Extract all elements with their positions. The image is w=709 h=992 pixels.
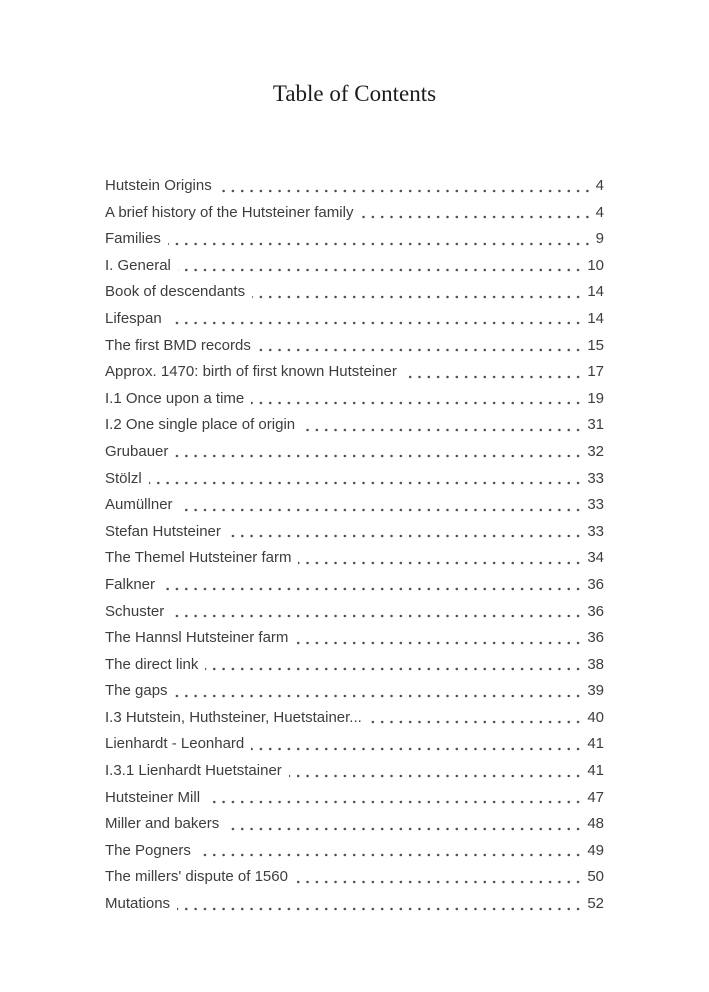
toc-entry-label: Lienhardt - Leonhard [105,731,251,758]
toc-entry-row[interactable] [105,599,604,626]
toc-entry-label: I.3.1 Lienhardt Huetstainer [105,758,289,785]
toc-entry-label: The Pogners [105,838,198,865]
toc-entry-page-number: 4 [592,200,604,227]
toc-entry-label: I. General [105,253,178,280]
page-title: Table of Contents [272,81,437,106]
toc-entry-page-number: 33 [583,519,604,546]
toc-entry-row[interactable] [105,811,604,838]
toc-entry-page-number: 36 [583,625,604,652]
toc-entry-row[interactable] [105,333,604,360]
toc-entry-label: Approx. 1470: birth of first known Hutsteiner [105,359,404,386]
toc-entry-label: The gaps [105,678,175,705]
toc-entry-page-number: 17 [583,359,604,386]
toc-entry-row[interactable] [105,705,604,732]
toc-entry-label: The Themel Hutsteiner farm [105,545,298,572]
toc-entry-row[interactable] [105,625,604,652]
toc-entry-label: Stefan Hutsteiner [105,519,228,546]
toc-entry-page-number: 15 [583,333,604,360]
toc-entry-label: Lifespan [105,306,169,333]
toc-entry-page-number: 41 [583,731,604,758]
toc-entry-row[interactable] [105,785,604,812]
toc-entry-label: The direct link [105,652,205,679]
toc-entry-page-number: 47 [583,785,604,812]
toc-entry-label: A brief history of the Hutsteiner family [105,200,360,227]
toc-entry-page-number: 9 [592,226,604,253]
toc-entry-page-number: 14 [583,279,604,306]
toc-entry-label: I.1 Once upon a time [105,386,251,413]
toc-entry-row[interactable] [105,731,604,758]
toc-entry-page-number: 33 [583,466,604,493]
toc-entry-row[interactable] [105,864,604,891]
toc-entry-row[interactable] [105,226,604,253]
toc-entry-page-number: 40 [583,705,604,732]
toc-entry-page-number: 52 [583,891,604,918]
toc-entry-row[interactable] [105,200,604,227]
toc-entry-label: Schuster [105,599,171,626]
toc-entry-label: Book of descendants [105,279,252,306]
toc-entry-label: I.2 One single place of origin [105,412,302,439]
toc-entry-row[interactable] [105,253,604,280]
toc-entry-page-number: 38 [583,652,604,679]
toc-entry-row[interactable] [105,492,604,519]
toc-entry-page-number: 41 [583,758,604,785]
toc-entry-page-number: 48 [583,811,604,838]
toc-entry-row[interactable] [105,173,604,200]
toc-entry-page-number: 49 [583,838,604,865]
toc-entry-page-number: 31 [583,412,604,439]
toc-entry-row[interactable] [105,359,604,386]
toc-entry-row[interactable] [105,545,604,572]
toc-entry-label: Families [105,226,168,253]
toc-entry-page-number: 14 [583,306,604,333]
toc-entry-page-number: 36 [583,572,604,599]
toc-entry-label: Falkner [105,572,162,599]
toc-entry-row[interactable] [105,652,604,679]
toc-entry-row[interactable] [105,466,604,493]
toc-entry-page-number: 32 [583,439,604,466]
toc-entry-page-number: 34 [583,545,604,572]
toc-entry-label: The millers' dispute of 1560 [105,864,295,891]
toc-entry-row[interactable] [105,386,604,413]
toc-entry-page-number: 39 [583,678,604,705]
toc-list [105,173,604,918]
toc-entry-label: The Hannsl Hutsteiner farm [105,625,295,652]
toc-entry-row[interactable] [105,891,604,918]
toc-entry-label: Mutations [105,891,177,918]
toc-entry-page-number: 4 [592,173,604,200]
toc-entry-row[interactable] [105,838,604,865]
toc-entry-label: Hutstein Origins [105,173,219,200]
toc-entry-page-number: 19 [583,386,604,413]
toc-entry-row[interactable] [105,412,604,439]
toc-entry-label: The first BMD records [105,333,258,360]
toc-entry-page-number: 10 [583,253,604,280]
toc-entry-page-number: 36 [583,599,604,626]
toc-entry-row[interactable] [105,572,604,599]
toc-entry-row[interactable] [105,519,604,546]
toc-entry-label: Hutsteiner Mill [105,785,207,812]
toc-entry-page-number: 50 [583,864,604,891]
toc-entry-row[interactable] [105,439,604,466]
toc-entry-label: Aumüllner [105,492,180,519]
toc-entry-row[interactable] [105,678,604,705]
toc-entry-row[interactable] [105,279,604,306]
toc-entry-row[interactable] [105,306,604,333]
toc-entry-label: Grubauer [105,439,175,466]
toc-entry-label: Miller and bakers [105,811,226,838]
toc-entry-page-number: 33 [583,492,604,519]
toc-entry-row[interactable] [105,758,604,785]
toc-entry-label: Stölzl [105,466,149,493]
toc-entry-label: I.3 Hutstein, Huthsteiner, Huetstainer... [105,705,369,732]
